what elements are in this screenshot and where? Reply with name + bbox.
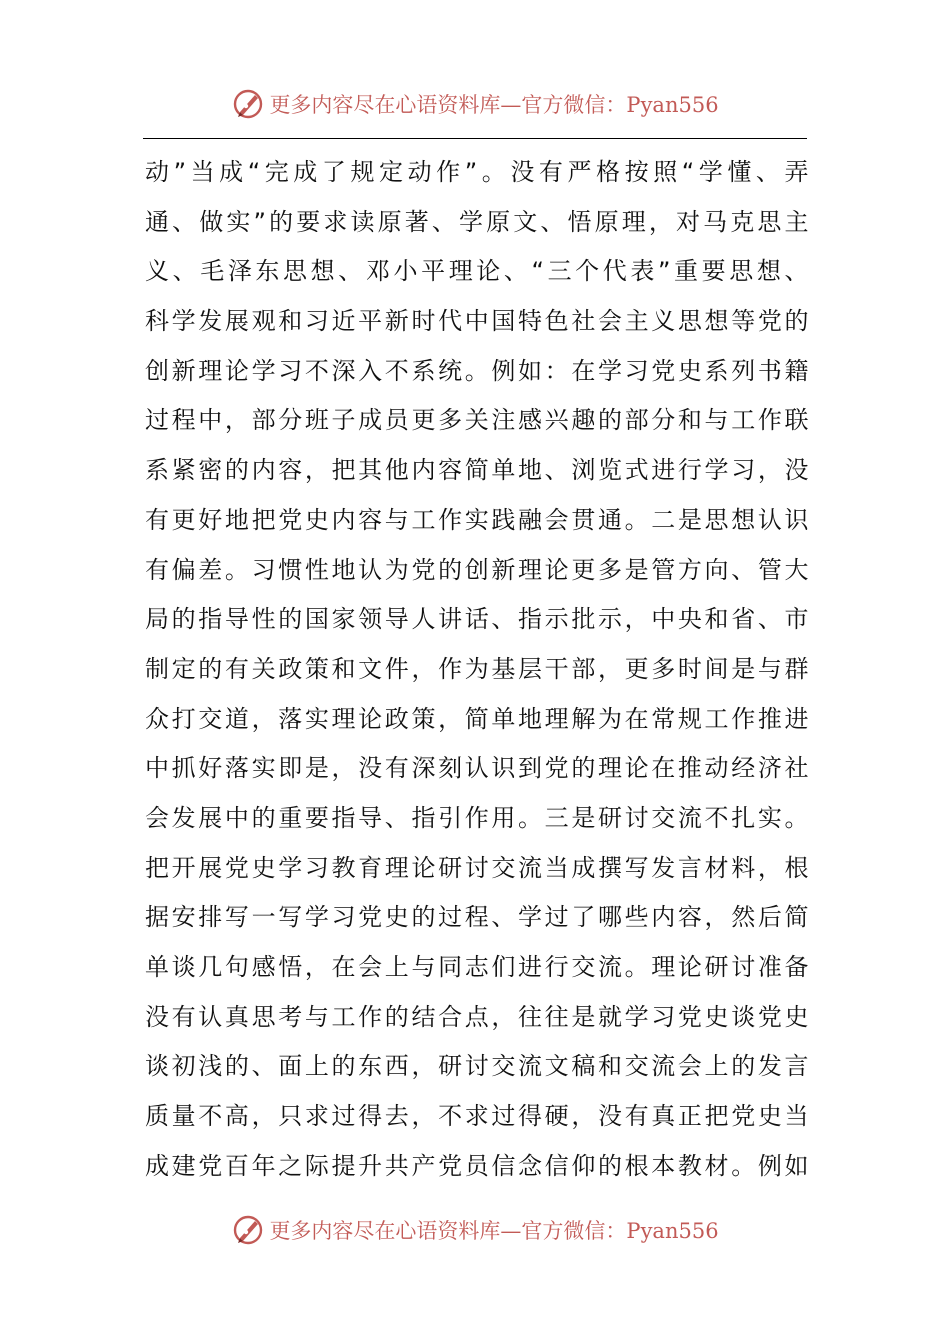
document-body — [145, 148, 809, 1191]
text-line: 义、毛泽东思想、邓小平理论、“三个代表”重要思想、 — [145, 257, 809, 286]
text-line: 科学发展观和习近平新时代中国特色社会主义思想等党的 — [145, 307, 809, 336]
text-line: 创新理论学习不深入不系统。例如：在学习党史系列书籍 — [145, 356, 809, 385]
text-line: 把开展党史学习教育理论研讨交流当成撰写发言材料，根 — [145, 853, 809, 882]
text-line: 中抓好落实即是，没有深刻认识到党的理论在推动经济社 — [145, 754, 809, 783]
pen-seal-logo-icon — [231, 87, 265, 121]
text-line: 没有认真思考与工作的结合点，往往是就学习党史谈党史 — [145, 1002, 809, 1031]
text-line: 通、做实”的要求读原著、学原文、悟原理，对马克思主 — [145, 207, 809, 236]
text-line: 成建党百年之际提升共产党员信念信仰的根本教材。例如 — [145, 1151, 809, 1180]
text-line: 单谈几句感悟，在会上与同志们进行交流。理论研讨准备 — [145, 953, 809, 981]
text-line: 会发展中的重要指导、指引作用。三是研讨交流不扎实。 — [145, 803, 809, 832]
text-line: 系紧密的内容，把其他内容简单地、浏览式进行学习，没 — [145, 456, 809, 485]
text-line: 有更好地把党史内容与工作实践融会贯通。二是思想认识 — [145, 505, 809, 534]
header-divider — [143, 138, 807, 139]
text-line: 质量不高，只求过得去，不求过得硬，没有真正把党史当 — [145, 1102, 809, 1131]
page-header — [0, 84, 950, 124]
text-line: 有偏差。习惯性地认为党的创新理论更多是管方向、管大 — [145, 555, 809, 584]
pen-seal-logo-icon — [231, 1213, 265, 1247]
text-line: 动”当成“完成了规定动作”。没有严格按照“学懂、弄 — [145, 158, 809, 186]
text-line: 过程中，部分班子成员更多关注感兴趣的部分和与工作联 — [145, 406, 809, 435]
footer-promo-text: 更多内容尽在心语资料库—官方微信：Pyan556 — [269, 1219, 719, 1243]
text-line: 众打交道，落实理论政策，简单地理解为在常规工作推进 — [145, 704, 809, 733]
text-line: 制定的有关政策和文件，作为基层干部，更多时间是与群 — [145, 654, 809, 683]
header-promo-text: 更多内容尽在心语资料库—官方微信：Pyan556 — [269, 93, 719, 117]
text-line: 谈初浅的、面上的东西，研讨交流文稿和交流会上的发言 — [145, 1052, 809, 1081]
text-line: 据安排写一写学习党史的过程、学过了哪些内容，然后简 — [145, 903, 809, 932]
text-line: 局的指导性的国家领导人讲话、指示批示，中央和省、市 — [145, 605, 809, 634]
page-footer — [0, 1210, 950, 1250]
